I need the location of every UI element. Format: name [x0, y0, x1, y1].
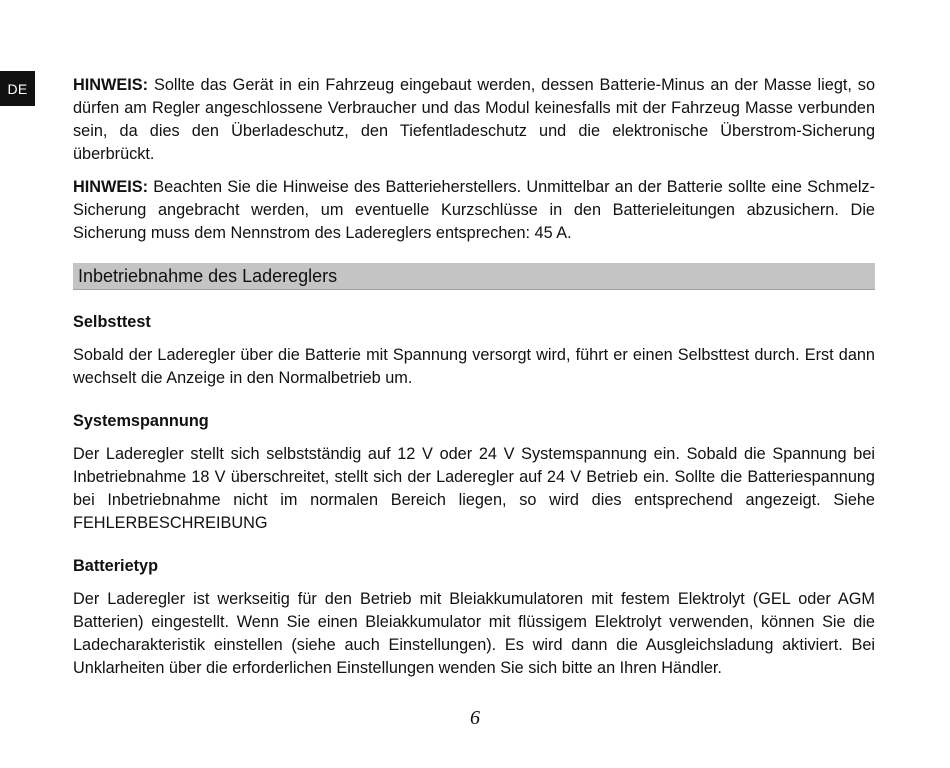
subsection-heading: Selbsttest [73, 313, 151, 331]
note-paragraph [73, 74, 875, 166]
subsection-text: Sobald der Laderegler über die Batterie mit Spannung versorgt wird, führt er einen Selbsttest durch. Erst dann wechselt die Anzeige in den Normalbetrieb um. [73, 346, 875, 387]
note-paragraph [73, 176, 875, 245]
subsection-text: Der Laderegler ist werkseitig für den Betrieb mit Bleiakkumulatoren mit festem Elektrolyt (GEL oder AGM Batterien) eingestellt. Wenn Sie einen Bleiakkumulator mit flüssigem Elektrolyt verwenden, können Sie die Ladecharakteristik einstellen (siehe auch Einstellungen). Es wird dann die Ausgleichsladung aktiviert. Bei Unklarheiten über die erforderlichen Einstellungen wenden Sie sich bitte an Ihren Händler. [73, 590, 875, 677]
note-label: HINWEIS: [73, 76, 149, 94]
section-title: Inbetriebnahme des Ladereglers [73, 263, 875, 290]
page-number: 6 [470, 707, 480, 729]
language-tab: DE [0, 71, 35, 106]
document-body [73, 74, 875, 680]
note-text: Beachten Sie die Hinweise des Batterieherstellers. Unmittelbar an der Batterie sollte eine Schmelz-Sicherung angebracht werden, um eventuelle Kurzschlüsse in den Batterieleitungen abzusichern. Die Sicherung muss dem Nennstrom des Ladereglers entsprechen: 45 A. [73, 178, 875, 242]
note-text: Sollte das Gerät in ein Fahrzeug eingebaut werden, dessen Batterie-Minus an der Masse liegt, so dürfen am Regler angeschlossene Verbraucher und das Modul keinesfalls mit der Fahrzeug Masse verbunden sein, da dies den Überladeschutz, den Tiefentladeschutz und die elektronische Überstrom-Sicherung überbrückt. [73, 76, 876, 163]
subsection-heading: Batterietyp [73, 557, 159, 575]
note-label: HINWEIS: [73, 178, 149, 196]
subsection-heading: Systemspannung [73, 412, 209, 430]
subsection-text: Der Laderegler stellt sich selbstständig auf 12 V oder 24 V Systemspannung ein. Sobald die Spannung bei Inbetriebnahme 18 V überschreitet, stellt sich der Laderegler auf 24 V Betrieb ein. Sollte die Batteriespannung bei Inbetriebnahme nicht im normalen Bereich liegen, so wird dies entsprechend angezeigt. Siehe FEHLERBESCHREIBUNG [73, 445, 875, 532]
